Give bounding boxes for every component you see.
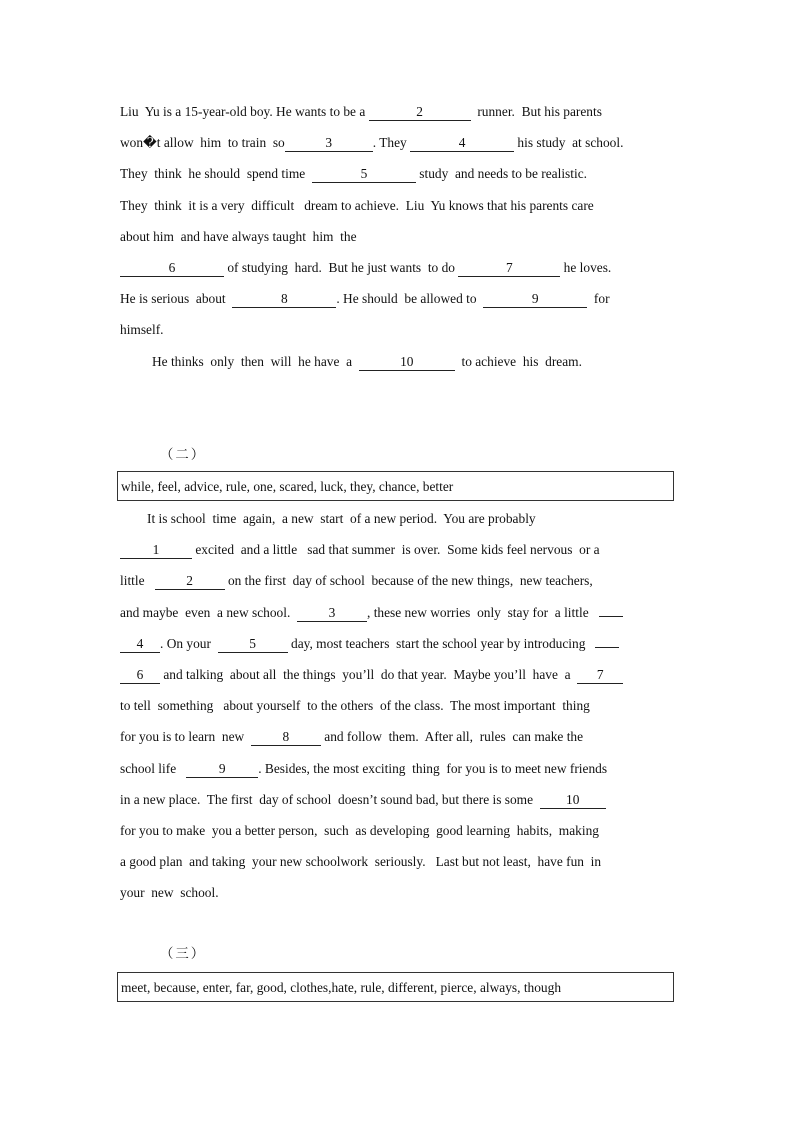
answer-blank[interactable] xyxy=(595,632,619,648)
text-run: They think he should spend time xyxy=(120,166,312,182)
text-line xyxy=(120,597,680,628)
text-run: and follow them. After all, rules can make the xyxy=(320,729,584,745)
text-run: He is serious about xyxy=(120,291,233,307)
answer-blank[interactable]: 1 xyxy=(120,543,192,559)
text-line xyxy=(120,190,680,221)
answer-blank[interactable]: 9 xyxy=(186,762,258,778)
passage-2 xyxy=(120,503,680,908)
answer-blank[interactable]: 6 xyxy=(120,261,224,277)
text-line xyxy=(120,721,680,752)
text-run: to tell something about yourself to the others of the class. The most important thing xyxy=(120,698,590,714)
text-run: and maybe even a new school. xyxy=(120,604,297,620)
text-line xyxy=(120,96,680,127)
text-run: He thinks only then will he have a xyxy=(152,353,359,369)
text-run: , these new worries only stay for a little xyxy=(367,604,599,620)
text-run: of studying hard. But he just wants to do xyxy=(224,259,459,275)
text-run: little xyxy=(120,573,155,589)
text-run: he loves. xyxy=(560,259,612,275)
answer-blank[interactable]: 2 xyxy=(369,105,471,121)
text-run: They think it is a very difficult dream to achieve. Liu Yu knows that his parents care xyxy=(120,197,594,213)
text-line xyxy=(120,815,680,846)
text-line xyxy=(120,346,680,377)
text-line xyxy=(120,659,680,690)
word-bank-2: while, feel, advice, rule, one, scared, luck, they, chance, better xyxy=(117,471,674,501)
text-line xyxy=(120,846,680,877)
text-run: on the first day of school because of the new things, new teachers, xyxy=(224,573,593,589)
text-run: . Besides, the most exciting thing for you is to meet new friends xyxy=(258,760,608,776)
text-run: for xyxy=(587,291,610,307)
text-run: day, most teachers start the school year by introducing xyxy=(287,635,596,651)
text-run: study and needs to be realistic. xyxy=(415,166,587,182)
text-line xyxy=(120,221,680,252)
text-line xyxy=(120,283,680,314)
text-line xyxy=(120,158,680,189)
text-line xyxy=(120,314,680,345)
answer-blank[interactable]: 3 xyxy=(285,136,373,152)
answer-blank[interactable]: 8 xyxy=(232,292,336,308)
answer-blank[interactable]: 2 xyxy=(155,574,225,590)
text-run: runner. But his parents xyxy=(470,104,602,119)
text-run: It is school time again, a new start of a new period. You are probably xyxy=(147,511,536,526)
text-line xyxy=(120,565,680,596)
answer-blank[interactable]: 5 xyxy=(218,637,288,653)
text-run: himself. xyxy=(120,322,164,338)
answer-blank[interactable]: 9 xyxy=(483,292,587,308)
text-run: your new school. xyxy=(120,885,219,901)
text-line xyxy=(120,877,680,908)
text-line xyxy=(120,784,680,815)
text-run: to achieve his dream. xyxy=(454,353,582,369)
answer-blank[interactable]: 5 xyxy=(312,167,416,183)
answer-blank[interactable]: 10 xyxy=(540,793,606,809)
text-run: . On your xyxy=(160,635,218,651)
text-run: in a new place. The first day of school doesn’t sound bad, but there is some xyxy=(120,791,540,807)
answer-blank[interactable]: 7 xyxy=(458,261,560,277)
text-line xyxy=(120,753,680,784)
text-run: his study at school. xyxy=(514,135,624,151)
text-run: about him and have always taught him the xyxy=(120,228,357,244)
text-run: a good plan and taking your new schoolwork seriously. Last but not least, have fun in xyxy=(120,854,602,870)
section-title-3: （三） xyxy=(160,946,207,961)
text-line xyxy=(120,252,680,283)
text-run: and talking about all the things you’ll do that year. Maybe you’ll have a xyxy=(160,666,578,682)
text-line xyxy=(120,127,680,158)
text-run: won�t allow him to train so xyxy=(120,135,285,151)
answer-blank[interactable]: 6 xyxy=(120,668,160,684)
answer-blank[interactable]: 4 xyxy=(410,136,514,152)
answer-blank[interactable]: 4 xyxy=(120,637,160,653)
text-run: for you to make you a better person, such as developing good learning habits, making xyxy=(120,822,599,838)
word-bank-3: meet, because, enter, far, good, clothes,hate, rule, different, pierce, always, though xyxy=(117,972,674,1002)
text-run: for you is to learn new xyxy=(120,729,251,745)
text-line xyxy=(120,503,680,534)
text-run: Liu Yu is a 15-year-old boy. He wants to be a xyxy=(120,104,369,119)
answer-blank[interactable]: 3 xyxy=(297,606,367,622)
answer-blank[interactable]: 10 xyxy=(359,355,455,371)
section-title-2: （二） xyxy=(160,447,207,462)
text-run: school life xyxy=(120,760,187,776)
text-line xyxy=(120,534,680,565)
answer-blank[interactable]: 7 xyxy=(577,668,623,684)
answer-blank[interactable] xyxy=(599,601,623,617)
text-run: . They xyxy=(372,135,411,151)
text-line xyxy=(120,628,680,659)
text-run: . He should be allowed to xyxy=(336,291,484,307)
passage-1 xyxy=(120,96,680,377)
text-run: excited and a little sad that summer is over. Some kids feel nervous or a xyxy=(192,542,600,558)
answer-blank[interactable]: 8 xyxy=(251,730,321,746)
text-line xyxy=(120,690,680,721)
